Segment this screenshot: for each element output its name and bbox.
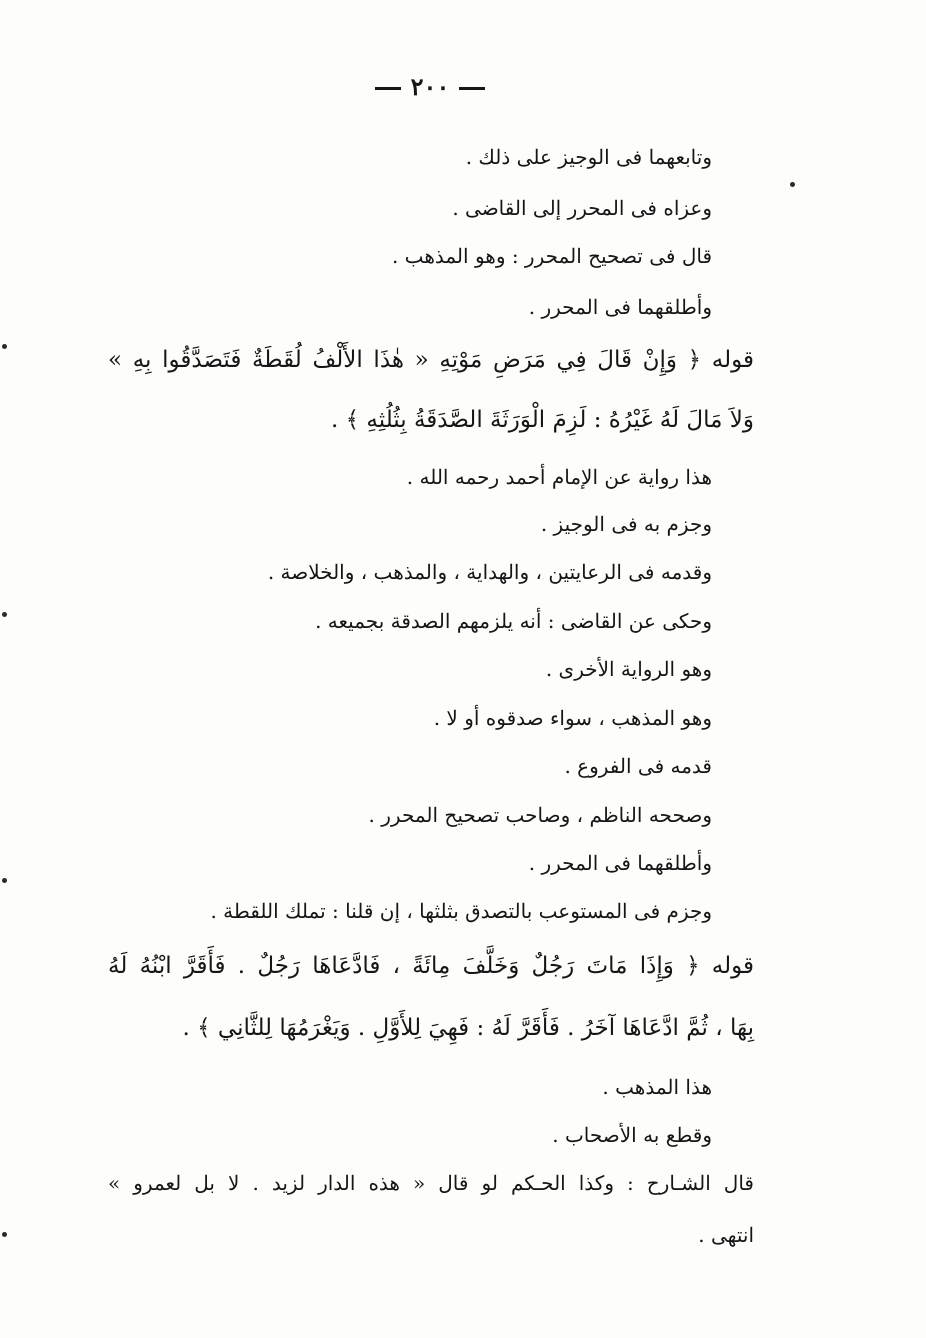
text-line: قال الشـارح : وكذا الحـكم لو قال « هذه الدار لزيد . لا بل لعمرو »	[108, 1171, 754, 1195]
text-line: وجزم به فى الوجيز .	[540, 512, 712, 536]
text-line: وقدمه فى الرعايتين ، والهداية ، والمذهب ، والخلاصة .	[267, 560, 712, 584]
quoted-statement-line: بِهَا ، ثُمَّ ادَّعَاهَا آخَرُ . فَأَقَرَّ لَهُ : فَهِيَ لِلأَوَّلِ . وَيَغْرَمُهَا لِلثَّانِي ﴾ .	[182, 1015, 754, 1041]
text-line: وأطلقهما فى المحرر .	[528, 295, 712, 319]
text-line: وحكى عن القاضى : أنه يلزمهم الصدقة بجميعه .	[315, 609, 712, 633]
text-line: وقطع به الأصحاب .	[552, 1123, 712, 1147]
text-line: هذا المذهب .	[602, 1075, 712, 1099]
text-line: انتهى .	[698, 1223, 754, 1247]
scan-speck	[2, 1232, 7, 1237]
text-line: وهو الرواية الأخرى .	[545, 657, 712, 681]
text-line: وأطلقهما فى المحرر .	[528, 851, 712, 875]
page-number	[0, 72, 860, 101]
scan-speck	[2, 344, 7, 349]
page-number-value: ٢٠٠	[410, 72, 450, 101]
quoted-statement-line: قوله ﴿ وَإِنْ قَالَ فِي مَرَضِ مَوْتِهِ « هٰذَا الأَلْفُ لُقَطَةٌ فَتَصَدَّقُوا بِهِ »	[108, 347, 754, 373]
text-line: وعزاه فى المحرر إلى القاضى .	[452, 196, 712, 220]
text-line: وصححه الناظم ، وصاحب تصحيح المحرر .	[368, 803, 712, 827]
text-line: هذا رواية عن الإمام أحمد رحمه الله .	[406, 465, 712, 489]
text-line: وجزم فى المستوعب بالتصدق بثلثها ، إن قلنا : تملك اللقطة .	[210, 899, 712, 923]
text-line: قدمه فى الفروع .	[564, 754, 712, 778]
quoted-statement-line: قوله ﴿ وَإِذَا مَاتَ رَجُلٌ وَخَلَّفَ مِائَةً ، فَادَّعَاهَا رَجُلٌ . فَأَقَرَّ ابْنُهُ لَهُ	[108, 953, 754, 979]
text-line: وتابعهما فى الوجيز على ذلك .	[465, 145, 712, 169]
quoted-statement-line: وَلاَ مَالَ لَهُ غَيْرُهُ : لَزِمَ الْوَرَثَةَ الصَّدَقَةُ بِثُلُثِهِ ﴾ .	[331, 407, 754, 433]
scan-speck	[2, 878, 7, 883]
text-line: وهو المذهب ، سواء صدقوه أو لا .	[433, 706, 712, 730]
page-number-dash-left	[375, 87, 401, 90]
page-number-dash-right	[459, 87, 485, 90]
scan-speck	[2, 612, 7, 617]
scan-speck	[790, 182, 795, 187]
text-line: قال فى تصحيح المحرر : وهو المذهب .	[391, 244, 712, 268]
